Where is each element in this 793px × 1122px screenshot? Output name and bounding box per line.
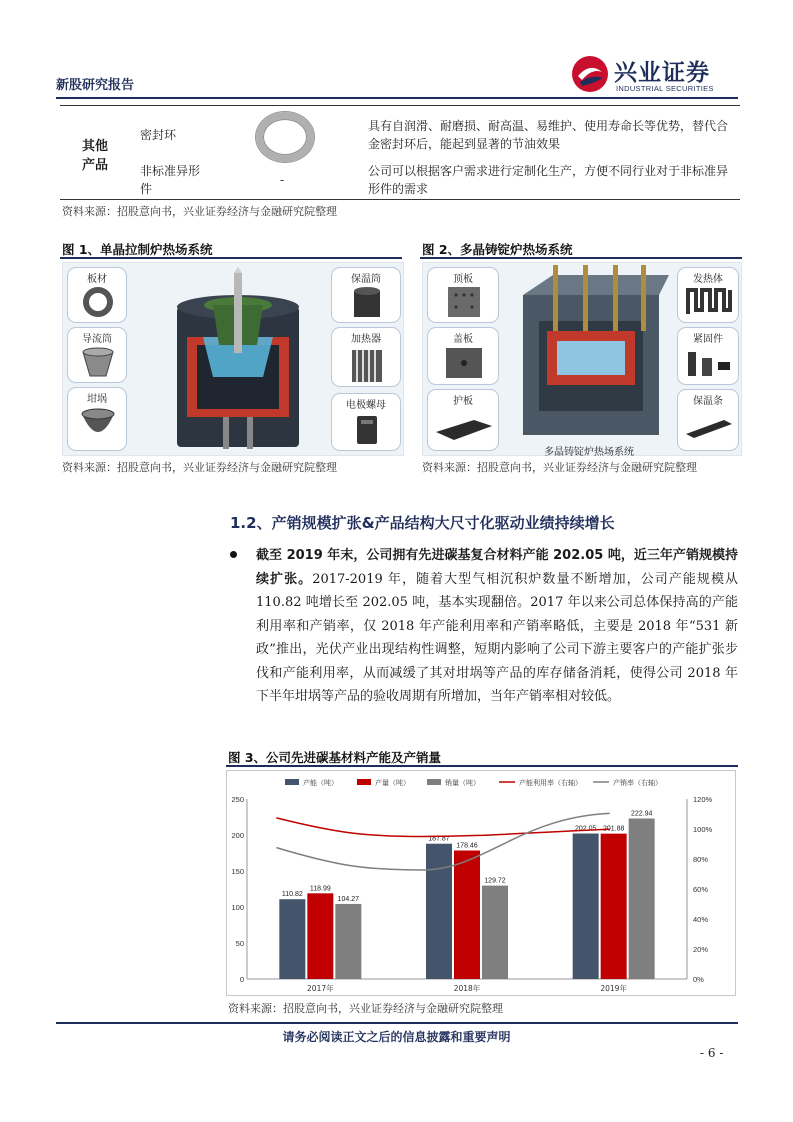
x-tick-label: 2018年 <box>453 984 481 993</box>
table-category: 其他产品 <box>81 139 108 173</box>
tile-label: 坩埚 <box>87 394 107 405</box>
table-row-description: 具有自润滑、耐磨损、耐高温、易维护、使用寿命长等优势，替代合金密封环后，能起到显著的节油效果 <box>368 119 729 151</box>
table-source: 资料来源：招股意向书，兴业证券经济与金融研究院整理 <box>62 205 337 218</box>
y2-tick-label: 60% <box>693 885 709 894</box>
tile-electrode-nut <box>331 393 401 451</box>
heater-icon <box>350 346 384 384</box>
bar <box>335 904 361 979</box>
table-bottom-rule <box>60 199 740 200</box>
bar-data-label: 187.87 <box>428 835 450 843</box>
tile-insulation-cylinder <box>331 267 401 323</box>
x-tick-label: 2017年 <box>307 984 334 993</box>
electrode-nut-icon <box>356 414 378 446</box>
y-tick-label: 100 <box>231 903 244 912</box>
section-paragraph <box>256 544 738 709</box>
legend-swatch <box>285 779 299 785</box>
table-row-name: 密封环 <box>140 128 177 142</box>
brand-name-en: INDUSTRIAL SECURITIES <box>616 84 714 93</box>
bar <box>601 834 627 979</box>
tile-label: 护板 <box>453 396 473 407</box>
bar-data-label: 129.72 <box>484 877 506 885</box>
capacity-chart <box>227 771 735 995</box>
bar <box>629 818 655 979</box>
bar <box>426 844 452 979</box>
bar-data-label: 118.99 <box>309 885 331 893</box>
y-tick-label: 150 <box>231 867 244 876</box>
figure2-title: 图 2、多晶铸锭炉热场系统 <box>422 242 573 257</box>
tile-crucible <box>67 387 127 451</box>
y-tick-label: 0 <box>239 975 244 984</box>
tile-heater <box>331 327 401 387</box>
y2-tick-label: 40% <box>693 915 709 924</box>
y2-tick-label: 80% <box>693 855 709 864</box>
figure2-source: 资料来源：招股意向书，兴业证券经济与金融研究院整理 <box>422 461 697 474</box>
legend-label: 产量（吨） <box>375 779 410 787</box>
plate-ring-icon <box>82 286 114 318</box>
y2-tick-label: 20% <box>693 945 709 954</box>
bar-data-label: 110.82 <box>281 891 303 899</box>
table-row-description: 公司可以根据客户需求进行定制化生产，方便不同行业对于非标准异形件的需求 <box>368 164 729 196</box>
guide-tube-icon <box>80 346 116 380</box>
report-type: 新股研究报告 <box>56 78 135 93</box>
figure2-caption: 多晶铸锭炉热场系统 <box>544 447 634 458</box>
footer-disclaimer: 请务必阅读正文之后的信息披露和重要声明 <box>282 1030 511 1044</box>
figure3-source: 资料来源：招股意向书，兴业证券经济与金融研究院整理 <box>228 1002 503 1015</box>
figure3-title-rule <box>226 765 738 767</box>
legend-label: 产销率（右轴） <box>613 779 662 787</box>
tile-guard-plate <box>427 389 499 451</box>
y2-tick-label: 0% <box>693 975 704 984</box>
paragraph-body: 2017-2019 年，随着大型气相沉积炉数量不断增加，公司产能规模从 110.82 吨增长至 202.05 吨，基本实现翻倍。2017 年以来公司总体保持高的产能利用率和产销率，仅 2018 年产能利用率和产销率略低，主要是 2018 年“531 新政”推出，光伏产业出现结构性调整，短期内影响了公司下游主要客户的产能扩张步伐和产能利用率，从而减缓了其对坩埚等产品的库存储备消耗，使得公司 2018 年下半年坩埚等产品的验收周期有所增加，当年产销率相对较低。 <box>256 571 738 704</box>
figure1-panel <box>62 262 404 456</box>
top-plate-icon <box>446 285 482 319</box>
bullet-point <box>230 551 237 558</box>
bar <box>573 834 599 979</box>
tile-cover-plate <box>427 327 499 385</box>
guard-plate-icon <box>434 416 494 442</box>
tile-label: 盖板 <box>453 334 473 345</box>
tile-label: 保温条 <box>693 396 723 407</box>
figure3-title: 图 3、公司先进碳基材料产能及产销量 <box>228 750 442 765</box>
bar-data-label: 222.94 <box>630 810 653 818</box>
bar-data-label: 104.27 <box>337 895 360 903</box>
heating-element-icon <box>686 288 732 316</box>
legend-label: 产能利用率（右轴） <box>519 779 582 787</box>
insulation-cylinder-icon <box>352 286 382 320</box>
table-top-rule <box>60 105 740 106</box>
tile-insulation-strip <box>677 389 739 451</box>
y2-tick-label: 120% <box>693 795 713 804</box>
tile-label: 紧固件 <box>693 334 723 345</box>
legend-label: 销量（吨） <box>445 779 480 787</box>
bar <box>307 893 333 979</box>
figure2-title-rule <box>420 257 742 259</box>
legend-swatch <box>427 779 441 785</box>
tile-guide-tube <box>67 327 127 383</box>
tile-label: 板材 <box>87 274 107 285</box>
brand-logo-icon <box>570 54 610 94</box>
brand-name: 兴业证券 <box>614 60 710 86</box>
chart-frame <box>226 770 736 996</box>
x-tick-label: 2019年 <box>600 984 627 993</box>
insulation-strip-icon <box>684 418 734 440</box>
tile-heating-element <box>677 267 739 323</box>
page-number: - 6 - <box>700 1046 724 1060</box>
tile-label: 顶板 <box>453 274 473 285</box>
bar <box>454 851 480 979</box>
tile-plate <box>67 267 127 323</box>
legend-swatch <box>357 779 371 785</box>
seal-ring-image <box>256 112 314 162</box>
header-divider <box>56 97 738 99</box>
tile-label: 发热体 <box>693 274 723 285</box>
table-row-image-placeholder: - <box>280 173 285 187</box>
y-tick-label: 250 <box>231 795 244 804</box>
tile-label: 保温筒 <box>351 274 381 285</box>
tile-label: 加热器 <box>351 334 381 345</box>
multi-furnace-illustration <box>513 265 669 455</box>
bar-data-label: 201.88 <box>602 825 625 833</box>
paragraph-lead: 截至 2019 年末，公司拥有先进碳基复合材料产能 202.05 吨，近三年产销规模持续扩张。 <box>256 548 738 587</box>
figure1-title-rule <box>60 257 402 259</box>
legend-label: 产能（吨） <box>303 779 338 787</box>
bar-data-label: 178.46 <box>456 842 478 850</box>
cover-plate-icon <box>444 346 484 380</box>
tile-label: 导流筒 <box>82 334 112 345</box>
footer-divider <box>56 1022 738 1024</box>
mono-furnace-illustration <box>163 267 313 453</box>
tile-fastener <box>677 327 739 385</box>
table-row-name: 非标准异形件 <box>140 164 201 196</box>
tile-label: 电极螺母 <box>346 400 386 411</box>
figure2-panel <box>422 262 742 456</box>
fastener-icon <box>684 348 734 380</box>
bar <box>482 886 508 979</box>
figure1-source: 资料来源：招股意向书，兴业证券经济与金融研究院整理 <box>62 461 337 474</box>
bar <box>279 899 305 979</box>
tile-top-plate <box>427 267 499 323</box>
section-title: 1.2、产销规模扩张&产品结构大尺寸化驱动业绩持续增长 <box>230 514 615 532</box>
y-tick-label: 50 <box>235 939 244 948</box>
y-tick-label: 200 <box>231 831 244 840</box>
bar-data-label: 202.05 <box>574 825 597 833</box>
y2-tick-label: 100% <box>693 825 713 834</box>
crucible-icon <box>78 406 118 446</box>
figure1-title: 图 1、单晶拉制炉热场系统 <box>62 242 213 257</box>
